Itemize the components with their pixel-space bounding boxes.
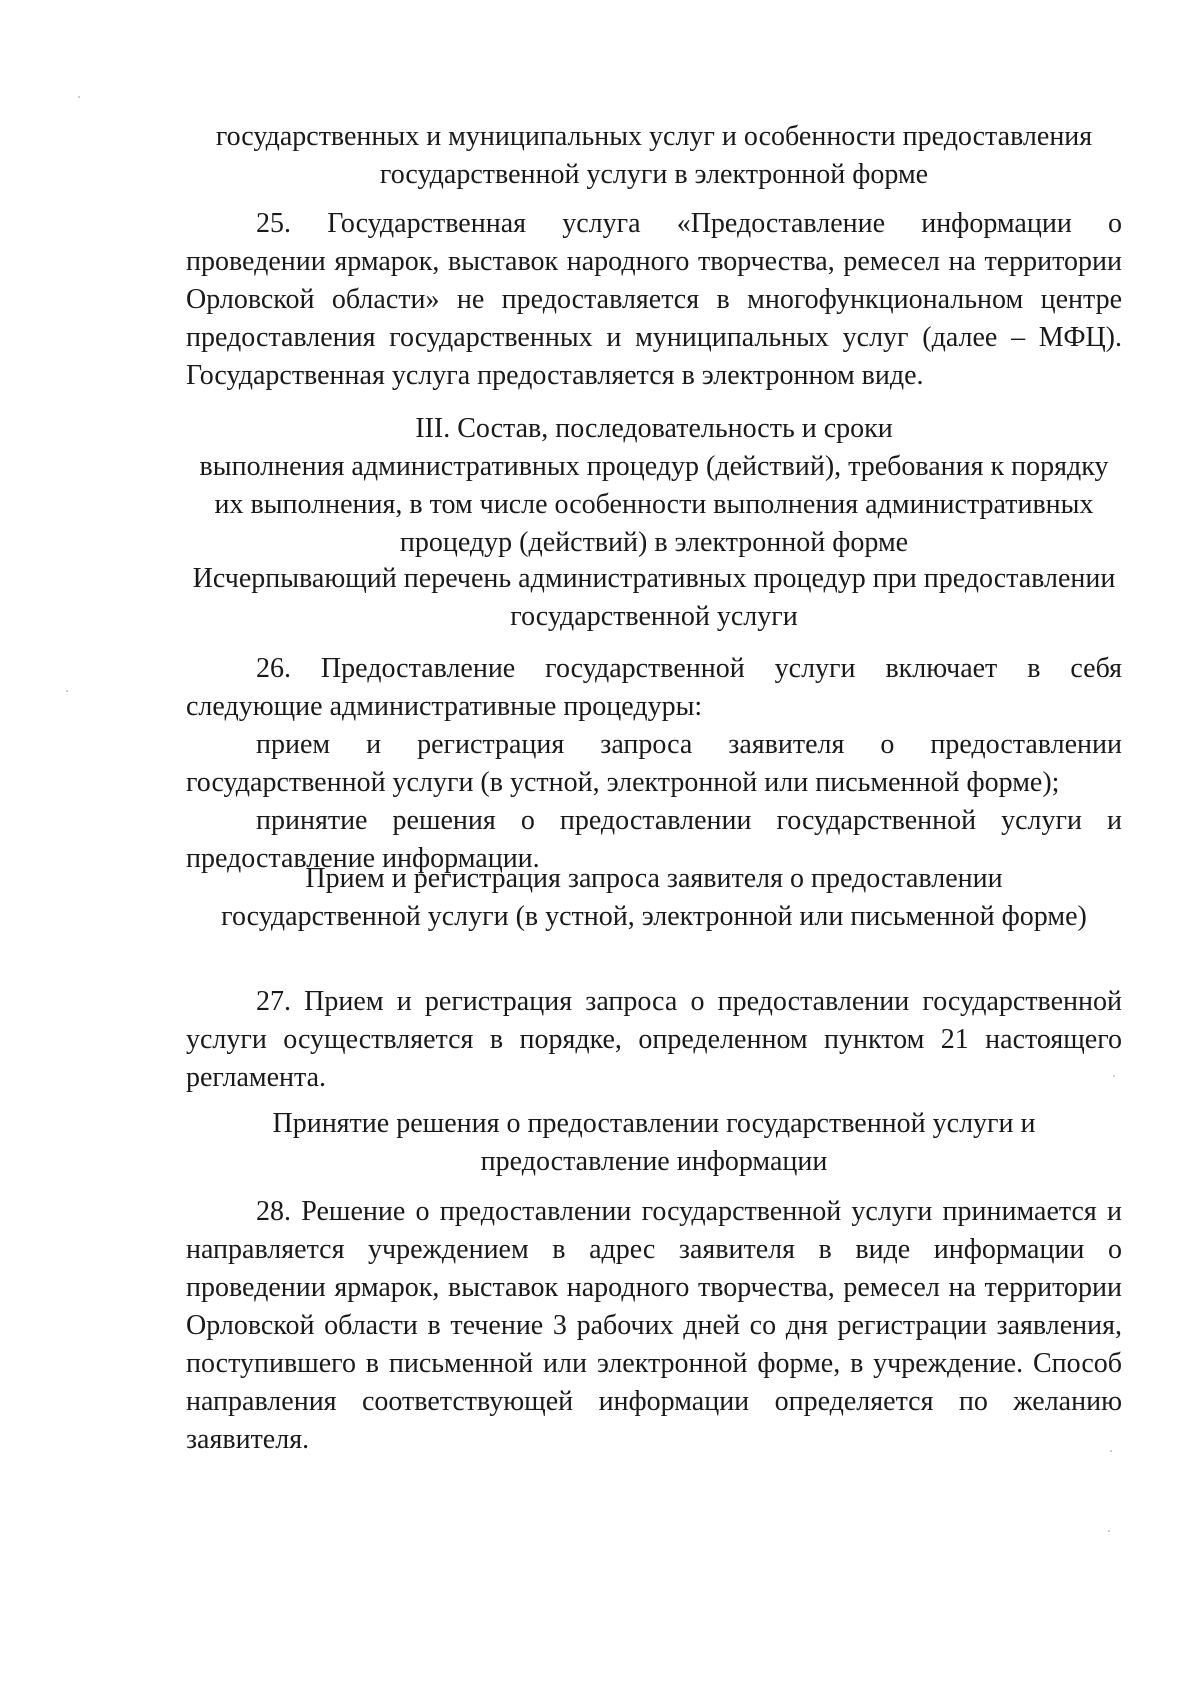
paragraph-line: проведении ярмарок, выставок народного творчества, ремесел на территории bbox=[186, 246, 1122, 277]
scan-speck bbox=[1110, 1450, 1112, 1452]
paragraph-line: Государственная услуга предоставляется в электронном виде. bbox=[186, 360, 924, 391]
paragraph-line: услуги осуществляется в порядке, определенном пунктом 21 настоящего bbox=[186, 1024, 1122, 1055]
heading-line: предоставление информации bbox=[480, 1146, 828, 1177]
paragraph-line: 28. Решение о предоставлении государственной услуги принимается и bbox=[256, 1196, 1122, 1227]
section-heading-line: выполнения административных процедур (действий), требования к порядку bbox=[199, 451, 1109, 482]
paragraph-line: принятие решения о предоставлении государственной услуги и bbox=[256, 805, 1122, 836]
paragraph-line: Орловской области» не предоставляется в многофункциональном центре bbox=[186, 284, 1122, 315]
paragraph-line: поступившего в письменной или электронной форме, в учреждение. Способ bbox=[186, 1348, 1122, 1379]
paragraph-line: предоставление информации. bbox=[186, 843, 540, 874]
section-3-heading bbox=[186, 410, 1122, 562]
paragraph-line: 25. Государственная услуга «Предоставление информации о bbox=[256, 208, 1122, 239]
section-heading-line: их выполнения, в том числе особенности выполнения административных bbox=[214, 489, 1094, 520]
heading-procedures-list bbox=[186, 560, 1122, 636]
paragraph-line: предоставления государственных и муниципальных услуг (далее – МФЦ). bbox=[186, 322, 1122, 353]
paragraph-line: заявителя. bbox=[186, 1424, 310, 1455]
heading-top-line: государственных и муниципальных услуг и особенности предоставления bbox=[215, 121, 1093, 152]
paragraph-25 bbox=[186, 205, 1122, 395]
heading-line: государственной услуги (в устной, электронной или письменной форме) bbox=[221, 901, 1087, 932]
paragraph-line: регламента. bbox=[186, 1062, 327, 1093]
heading-line: Принятие решения о предоставлении государственной услуги и bbox=[272, 1108, 1036, 1139]
paragraph-line: проведении ярмарок, выставок народного творчества, ремесел на территории bbox=[186, 1272, 1122, 1303]
paragraph-28 bbox=[186, 1193, 1122, 1459]
heading-line: государственной услуги bbox=[510, 601, 798, 632]
paragraph-line: 27. Прием и регистрация запроса о предоставлении государственной bbox=[256, 986, 1122, 1017]
paragraph-line: направления соответствующей информации определяется по желанию bbox=[186, 1386, 1122, 1417]
paragraph-line: направляется учреждением в адрес заявителя в виде информации о bbox=[186, 1234, 1122, 1265]
scan-speck bbox=[78, 96, 80, 98]
paragraph-line: государственной услуги (в устной, электронной или письменной форме); bbox=[186, 767, 1060, 798]
scan-speck bbox=[1113, 1075, 1115, 1077]
heading-top bbox=[186, 118, 1122, 194]
scan-speck bbox=[66, 690, 68, 692]
paragraph-line: 26. Предоставление государственной услуги включает в себя bbox=[256, 653, 1122, 684]
heading-line: Прием и регистрация запроса заявителя о предоставлении bbox=[305, 863, 1003, 894]
paragraph-line: следующие административные процедуры: bbox=[186, 691, 703, 722]
heading-reception bbox=[186, 860, 1122, 936]
paragraph-line: Орловской области в течение 3 рабочих дней со дня регистрации заявления, bbox=[186, 1310, 1122, 1341]
heading-line: Исчерпывающий перечень административных процедур при предоставлении bbox=[192, 563, 1116, 594]
section-heading-line: III. Состав, последовательность и сроки bbox=[415, 413, 893, 444]
paragraph-26 bbox=[186, 650, 1122, 878]
paragraph-line: прием и регистрация запроса заявителя о предоставлении bbox=[256, 729, 1122, 760]
heading-top-line: государственной услуги в электронной форме bbox=[379, 159, 929, 190]
scan-speck bbox=[1108, 1530, 1110, 1532]
section-heading-line: процедур (действий) в электронной форме bbox=[399, 527, 909, 558]
heading-decision bbox=[186, 1105, 1122, 1181]
paragraph-27 bbox=[186, 983, 1122, 1097]
